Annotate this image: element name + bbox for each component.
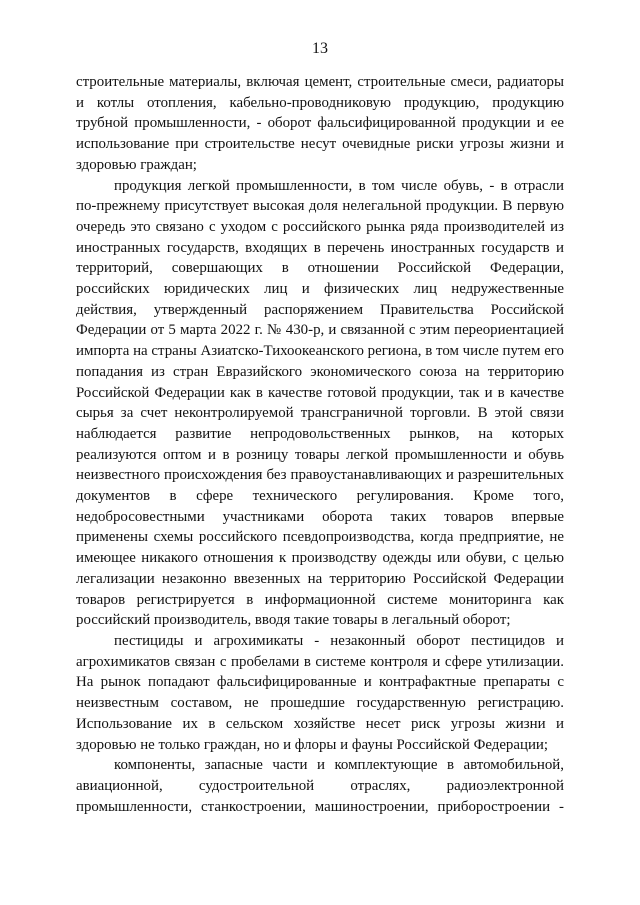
document-body xyxy=(76,72,564,817)
page-number: 13 xyxy=(312,40,328,57)
paragraph-light-industry: продукция легкой промышленности, в том числе обувь, - в отрасли по-прежнему присутствует высокая доля нелегальной продукции. В первую очередь это связано с уходом с российского рынка ряда производителей из иностранных государств, входящих в перечень иностранных государств и территорий, совершающих в отношении Российской Федерации, российских юридических лиц и физических лиц недружественные действия, утвержденный распоряжением Правительства Российской Федерации от 5 марта 2022 г. № 430-р, и связанной с этим переориентацией импорта на страны Азиатско-Тихоокеанского региона, в том числе путем его попадания из стран Евразийского экономического союза на территорию Российской Федерации как в качестве готовой продукции, так и в качестве сырья за счет неконтролируемой трансграничной торговли. В этой связи наблюдается развитие непродовольственных рынков, на которых реализуются оптом и в розницу товары легкой промышленности и обувь неизвестного происхождения без правоустанавливающих и разрешительных документов в сфере технического регулирования. Кроме того, недобросовестными участниками оборота таких товаров впервые применены схемы российского псевдопроизводства, когда предприятие, не имеющее никакого отношения к производству одежды или обуви, с целью легализации незаконно ввезенных на территорию Российской Федерации товаров регистрируется в информационной системе мониторинга как российский производитель, вводя такие товары в легальный оборот; xyxy=(76,177,564,629)
paragraph-construction-materials: строительные материалы, включая цемент, строительные смеси, радиаторы и котлы отопления, кабельно-проводниковую продукцию, продукцию трубной промышленности, - оборот фальсифицированной продукции и ее использование при строительстве несут очевидные риски угрозы жизни и здоровью граждан; xyxy=(76,74,564,173)
paragraph-components: компоненты, запасные части и комплектующие в автомобильной, авиационной, судостроительной отраслях, радиоэлектронной промышленности, станкостроении, машиностроении, приборостроении - xyxy=(76,757,564,815)
paragraph-pesticides: пестициды и агрохимикаты - незаконный оборот пестицидов и агрохимикатов связан с пробелами в системе контроля и сфере утилизации. На рынок попадают фальсифицированные и контрафактные препараты с неизвестным составом, не прошедшие государственную регистрацию. Использование их в сельском хозяйстве несет риск угрозы жизни и здоровью не только граждан, но и флоры и фауны Российской Федерации; xyxy=(76,632,564,753)
